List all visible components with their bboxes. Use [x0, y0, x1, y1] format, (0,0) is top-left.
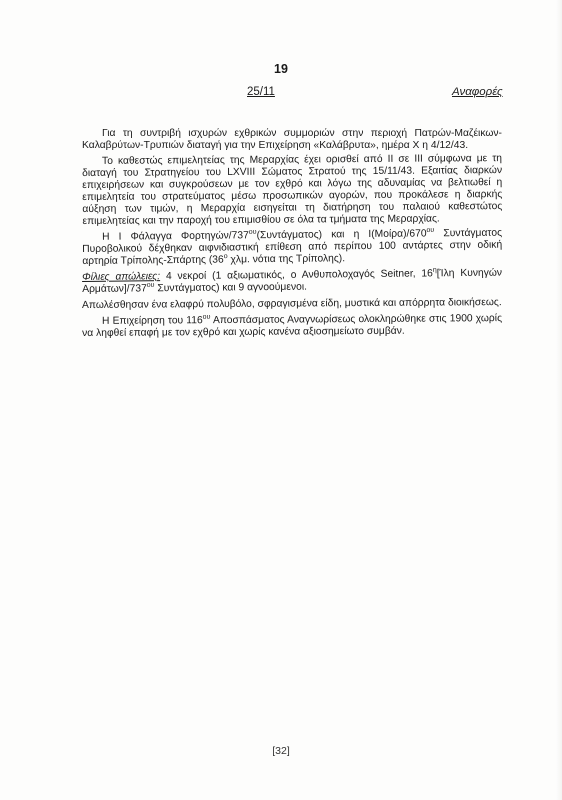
superscript: ου: [202, 313, 211, 321]
paragraph-lost-equipment: Απωλέσθησαν ένα ελαφρύ πολυβόλο, σφραγισμένα είδη, μυστικά και απόρρητα διοικήσεως.: [82, 297, 502, 311]
footer-page-ref: [32]: [272, 745, 290, 757]
paragraph-ambush: [82, 228, 502, 268]
text-segment: Η Επιχείρηση του 116: [101, 315, 203, 327]
text-segment: χλμ. νότια της Τρίπολης).: [227, 253, 346, 266]
entry-date: 25/11: [247, 86, 275, 98]
losses-label: Φίλιες απώλειες:: [82, 271, 161, 283]
text-segment: Αποσπάσματος Αναγνωρίσεως ολοκληρώθηκε στις 1900 χωρίς να ληφθεί επαφή με τον εχθρό και χωρίς κανένα αξιοσημείωτο συμβάν.: [82, 313, 503, 339]
section-title: Αναφορές: [452, 86, 503, 98]
paragraph-logistics: Το καθεστώς επιμελητείας της Μεραρχίας έχει ορισθεί από ΙΙ σε ΙΙΙ σύμφωνα με τη διαταγή του Στρατηγείου του LXVIII Σώματος Στρατού της 15/11/43. Εξαιτίας διαρκών επιχειρήσεων και συγκρούσεων με τον εχθρό και λόγω της αδυναμίας να βελτιωθεί η επιμελητεία του στρατεύματος μέσω προσωπικών αγορών, που προκάλεσε η διαρκής αύξηση των τιμών, η Μεραρχία εισηγείται τη διατήρηση του παλαιού καθεστώτος επιμελητείας και την παροχή του επιμισθίου σε όλα τα τμήματα της Μεραρχίας.: [82, 153, 503, 227]
text-segment: 4 νεκροί (1 αξιωματικός, ο Ανθυπολοχαγός Seitner, 16: [160, 268, 433, 283]
superscript: ο: [223, 253, 228, 261]
paragraph-operation-order: Για τη συντριβή ισχυρών εχθρικών συμμοριών στην περιοχή Πατρών-Μαζέικων-Καλαβρύτων-Τρυπιών διαταγή για την Επιχείρηση «Καλάβρυτα», ημέρα Χ η 4/12/43.: [82, 128, 502, 151]
superscript: ου: [146, 281, 155, 289]
superscript: ου: [248, 228, 257, 236]
page-number: 19: [274, 62, 288, 76]
text-segment: Συντάγματος Πυροβολικού δέχθηκαν αιφνιδιαστική επίθεση από περίπου 100 αντάρτες στην οδική αρτηρία Τρίπολης-Σπάρτης (36: [82, 227, 503, 267]
scan-edge-shadow: [556, 0, 562, 800]
paragraph-losses: [82, 268, 502, 296]
paragraph-recon: [82, 313, 502, 340]
text-segment: Συντάγματος) και 9 αγνοούμενοι.: [154, 281, 308, 295]
text-segment: Η Ι Φάλαγγα Φορτηγών/737: [101, 230, 249, 243]
document-body: [82, 128, 502, 344]
superscript: η: [432, 266, 437, 274]
superscript: ου: [426, 226, 435, 234]
text-segment: (Συντάγματος) και η Ι(Μοίρα)/670: [256, 228, 427, 242]
text-segment: [Ίλη Κυνηγών Αρμάτων]/737: [82, 267, 503, 295]
